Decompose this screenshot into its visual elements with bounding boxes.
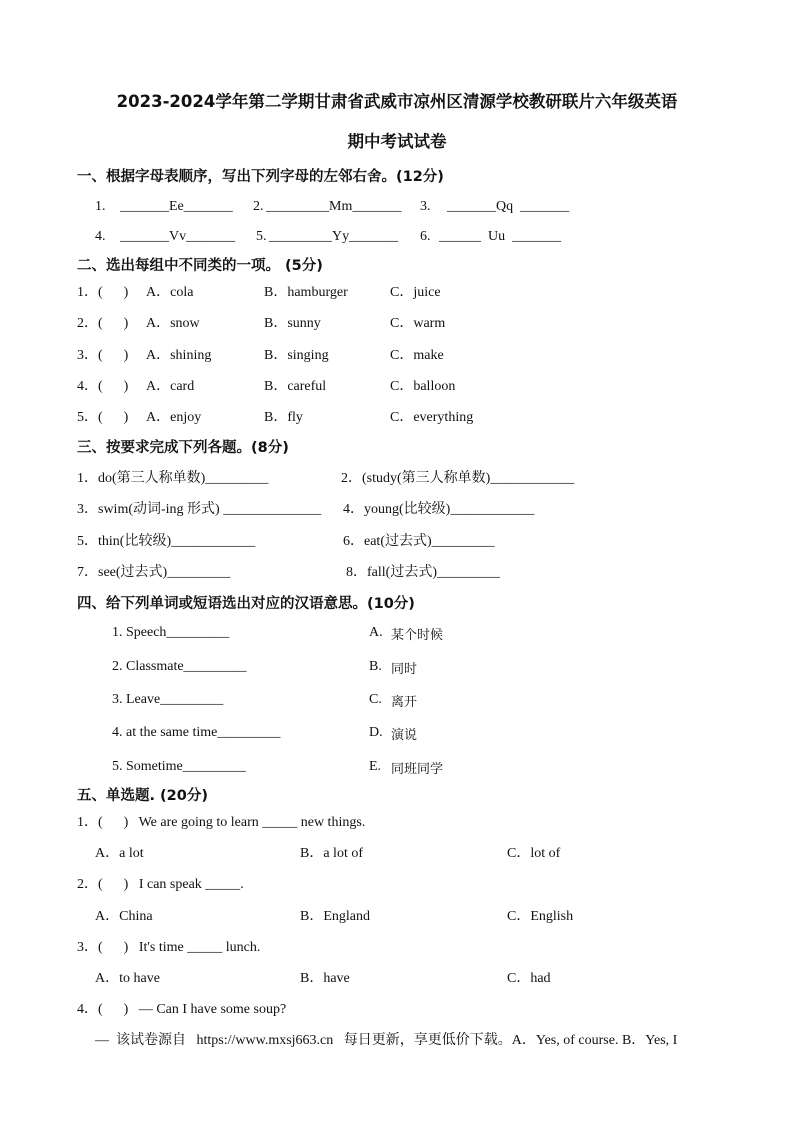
s5-q3-c: C．had <box>507 971 551 986</box>
s5-q4-line2: — 该试卷源自 https://www.mxsj663.cn 每日更新，享更低价下载。A．Yes, of course. B．Yes, I <box>95 1033 678 1048</box>
s3-item-2: 2．(study(第三人称单数)____________ <box>341 471 575 486</box>
s2-q5-num: 5．( ) <box>77 410 129 425</box>
s2-q2-num: 2．( ) <box>77 316 129 331</box>
section1-heading: 一、根据字母表顺序，写出下列字母的左邻右舍。(12分) <box>77 169 444 185</box>
section3-heading: 三、按要求完成下列各题。(8分) <box>77 440 289 456</box>
s3-item-4: 4．young(比较级)____________ <box>343 502 535 517</box>
s3-item-5: 5．thin(比较级)____________ <box>77 534 256 549</box>
s4-left-1: 1. Speech_________ <box>112 625 230 640</box>
s4-right-2-text: 同时 <box>391 662 418 677</box>
s3-item-3: 3．swim(动词-ing 形式) ______________ <box>77 502 322 517</box>
s2-q3-b: B．singing <box>264 348 329 363</box>
s2-q5-b: B．fly <box>264 410 303 425</box>
s2-q4-num: 4．( ) <box>77 379 129 394</box>
s5-q1-c: C．lot of <box>507 846 561 861</box>
s5-q3-stem: 3．( ) It's time _____ lunch. <box>77 940 261 955</box>
s4-right-1-letter: A. <box>369 625 383 640</box>
s5-q2-stem: 2．( ) I can speak _____. <box>77 877 244 892</box>
s2-q2-c: C．warm <box>390 316 446 331</box>
s5-q1-b: B．a lot of <box>300 846 363 861</box>
page-subtitle: 期中考试试卷 <box>347 132 447 151</box>
s5-q1-a: A．a lot <box>95 846 144 861</box>
s5-q2-b: B．England <box>300 909 370 924</box>
s2-q4-b: B．careful <box>264 379 327 394</box>
s2-q5-c: C．everything <box>390 410 474 425</box>
s2-q1-num: 1．( ) <box>77 285 129 300</box>
s1-num-5: 5. <box>256 229 267 244</box>
s1-num-3: 3. <box>420 199 431 214</box>
s5-q4-stem: 4．( ) — Can I have some soup? <box>77 1002 287 1017</box>
s3-item-6: 6．eat(过去式)_________ <box>343 534 495 549</box>
s1-item-4: _______Vv_______ <box>120 229 236 244</box>
s4-right-2-letter: B. <box>369 659 382 674</box>
s5-q2-c: C．English <box>507 909 574 924</box>
s2-q3-a: A．shining <box>146 348 212 363</box>
s2-q3-c: C．make <box>390 348 444 363</box>
s2-q4-a: A．card <box>146 379 195 394</box>
s1-item-5: _________Yy_______ <box>269 229 399 244</box>
s4-right-4-text: 演说 <box>391 728 418 743</box>
s1-num-2: 2. <box>253 199 264 214</box>
s2-q4-c: C．balloon <box>390 379 456 394</box>
s4-right-4-letter: D. <box>369 725 383 740</box>
s5-q3-a: A．to have <box>95 971 160 986</box>
s1-item-1: _______Ee_______ <box>120 199 233 214</box>
s5-q1-stem: 1．( ) We are going to learn _____ new things. <box>77 815 366 830</box>
s2-q1-b: B．hamburger <box>264 285 348 300</box>
s4-right-5-letter: E. <box>369 759 382 774</box>
s4-right-5-text: 同班同学 <box>391 762 444 777</box>
s1-num-4: 4. <box>95 229 106 244</box>
s1-item-3: _______Qq _______ <box>447 199 570 214</box>
s5-q3-b: B．have <box>300 971 350 986</box>
s4-right-1-text: 某个时候 <box>391 628 444 643</box>
s4-left-2: 2. Classmate_________ <box>112 659 247 674</box>
s1-item-6: ______ Uu _______ <box>439 229 562 244</box>
section5-heading: 五、单选题. (20分) <box>77 788 208 804</box>
page-title: 2023-2024学年第二学期甘肃省武威市凉州区清源学校教研联片六年级英语 <box>116 92 678 111</box>
s4-right-3-letter: C. <box>369 692 382 707</box>
s4-left-4: 4. at the same time_________ <box>112 725 281 740</box>
s2-q2-b: B．sunny <box>264 316 321 331</box>
s1-num-6: 6. <box>420 229 431 244</box>
s1-num-1: 1. <box>95 199 106 214</box>
section4-heading: 四、给下列单词或短语选出对应的汉语意思。(10分) <box>77 596 415 612</box>
s2-q2-a: A．snow <box>146 316 200 331</box>
s2-q1-c: C．juice <box>390 285 441 300</box>
s2-q1-a: A．cola <box>146 285 194 300</box>
s2-q3-num: 3．( ) <box>77 348 129 363</box>
s3-item-1: 1．do(第三人称单数)_________ <box>77 471 269 486</box>
s5-q2-a: A．China <box>95 909 153 924</box>
s4-left-5: 5. Sometime_________ <box>112 759 246 774</box>
s4-right-3-text: 离开 <box>391 695 418 710</box>
section2-heading: 二、选出每组中不同类的一项。 (5分) <box>77 258 323 274</box>
s3-item-8: 8．fall(过去式)_________ <box>346 565 500 580</box>
s4-left-3: 3. Leave_________ <box>112 692 224 707</box>
s2-q5-a: A．enjoy <box>146 410 202 425</box>
s1-item-2: _________Mm_______ <box>266 199 402 214</box>
s3-item-7: 7．see(过去式)_________ <box>77 565 231 580</box>
